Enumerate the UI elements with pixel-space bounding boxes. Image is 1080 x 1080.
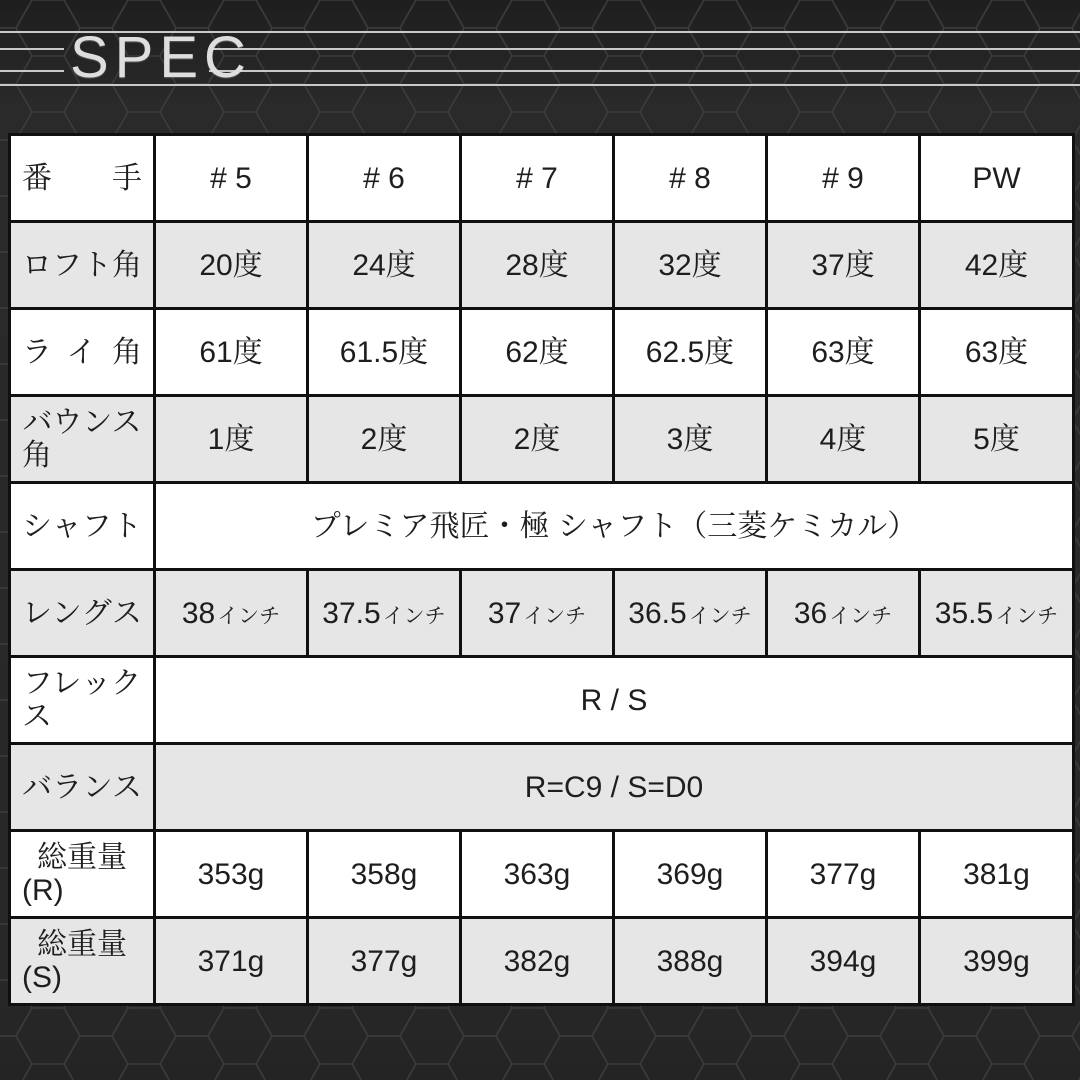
row-label: ライ角	[10, 309, 155, 396]
spec-value-cell: 377g	[767, 831, 920, 918]
spec-value-cell: 371g	[155, 918, 308, 1005]
spec-value-cell: 42度	[920, 222, 1074, 309]
row-span-value: R=C9 / S=D0	[155, 744, 1074, 831]
spec-value-cell	[920, 570, 1074, 657]
spec-value-cell: 358g	[308, 831, 461, 918]
spec-value-cell: # 9	[767, 135, 920, 222]
row-label: フレックス	[10, 657, 155, 744]
row-label: バランス	[10, 744, 155, 831]
spec-value-cell: 1度	[155, 396, 308, 483]
spec-table-body	[10, 135, 1074, 1005]
spec-value-cell: # 8	[614, 135, 767, 222]
table-row	[10, 918, 1074, 1005]
spec-value-cell	[155, 570, 308, 657]
spec-value-cell: 353g	[155, 831, 308, 918]
spec-value-cell	[767, 570, 920, 657]
table-row	[10, 222, 1074, 309]
spec-value-cell: 363g	[461, 831, 614, 918]
table-row	[10, 483, 1074, 570]
spec-value-cell	[614, 570, 767, 657]
spec-value-cell	[461, 570, 614, 657]
row-label: 番手	[10, 135, 155, 222]
length-unit: インチ	[217, 604, 281, 628]
header-line-3-right	[209, 70, 1080, 72]
spec-value-cell: 382g	[461, 918, 614, 1005]
header-line-3-left	[0, 70, 64, 72]
length-number: 36	[793, 596, 828, 630]
table-row	[10, 309, 1074, 396]
spec-value-cell: 4度	[767, 396, 920, 483]
length-number: 37	[487, 596, 522, 630]
spec-value-cell: 24度	[308, 222, 461, 309]
spec-value-cell: # 6	[308, 135, 461, 222]
spec-value-cell: 394g	[767, 918, 920, 1005]
spec-table	[8, 133, 1075, 1006]
header-line-2-left	[0, 48, 64, 50]
table-row	[10, 831, 1074, 918]
spec-value-cell: 20度	[155, 222, 308, 309]
length-unit: インチ	[829, 604, 893, 628]
row-label: ロフト角	[10, 222, 155, 309]
spec-value-cell: PW	[920, 135, 1074, 222]
table-row	[10, 570, 1074, 657]
length-number: 37.5	[322, 596, 381, 630]
spec-value-cell: # 7	[461, 135, 614, 222]
spec-value-cell: 3度	[614, 396, 767, 483]
spec-value-cell: 32度	[614, 222, 767, 309]
spec-value-cell: 28度	[461, 222, 614, 309]
spec-value-cell: 5度	[920, 396, 1074, 483]
length-number: 38	[181, 596, 216, 630]
length-number: 35.5	[934, 596, 994, 630]
table-row	[10, 744, 1074, 831]
length-unit: インチ	[523, 604, 587, 628]
row-label: 総重量(S)	[10, 918, 155, 1005]
spec-value-cell: 369g	[614, 831, 767, 918]
row-label: レングス	[10, 570, 155, 657]
page-title: SPEC	[70, 25, 252, 90]
row-label: 総重量(R)	[10, 831, 155, 918]
row-span-value: R / S	[155, 657, 1074, 744]
spec-value-cell: 63度	[767, 309, 920, 396]
row-label: シャフト	[10, 483, 155, 570]
table-row	[10, 396, 1074, 483]
row-label: バウンス角	[10, 396, 155, 483]
spec-value-cell: 37度	[767, 222, 920, 309]
spec-value-cell: 377g	[308, 918, 461, 1005]
length-number: 36.5	[628, 596, 687, 630]
spec-value-cell: 62.5度	[614, 309, 767, 396]
spec-value-cell: 63度	[920, 309, 1074, 396]
spec-value-cell	[308, 570, 461, 657]
spec-value-cell: 381g	[920, 831, 1074, 918]
table-row	[10, 135, 1074, 222]
spec-value-cell: 399g	[920, 918, 1074, 1005]
header-line-2-right	[209, 48, 1080, 50]
spec-value-cell: 388g	[614, 918, 767, 1005]
length-unit: インチ	[688, 604, 752, 628]
spec-value-cell: 2度	[461, 396, 614, 483]
spec-value-cell: 61度	[155, 309, 308, 396]
spec-value-cell: 61.5度	[308, 309, 461, 396]
spec-value-cell: 2度	[308, 396, 461, 483]
spec-value-cell: 62度	[461, 309, 614, 396]
spec-value-cell: # 5	[155, 135, 308, 222]
length-unit: インチ	[382, 604, 446, 628]
table-row	[10, 657, 1074, 744]
row-span-value: プレミア飛匠・極 シャフト（三菱ケミカル）	[155, 483, 1074, 570]
length-unit: インチ	[995, 604, 1059, 628]
